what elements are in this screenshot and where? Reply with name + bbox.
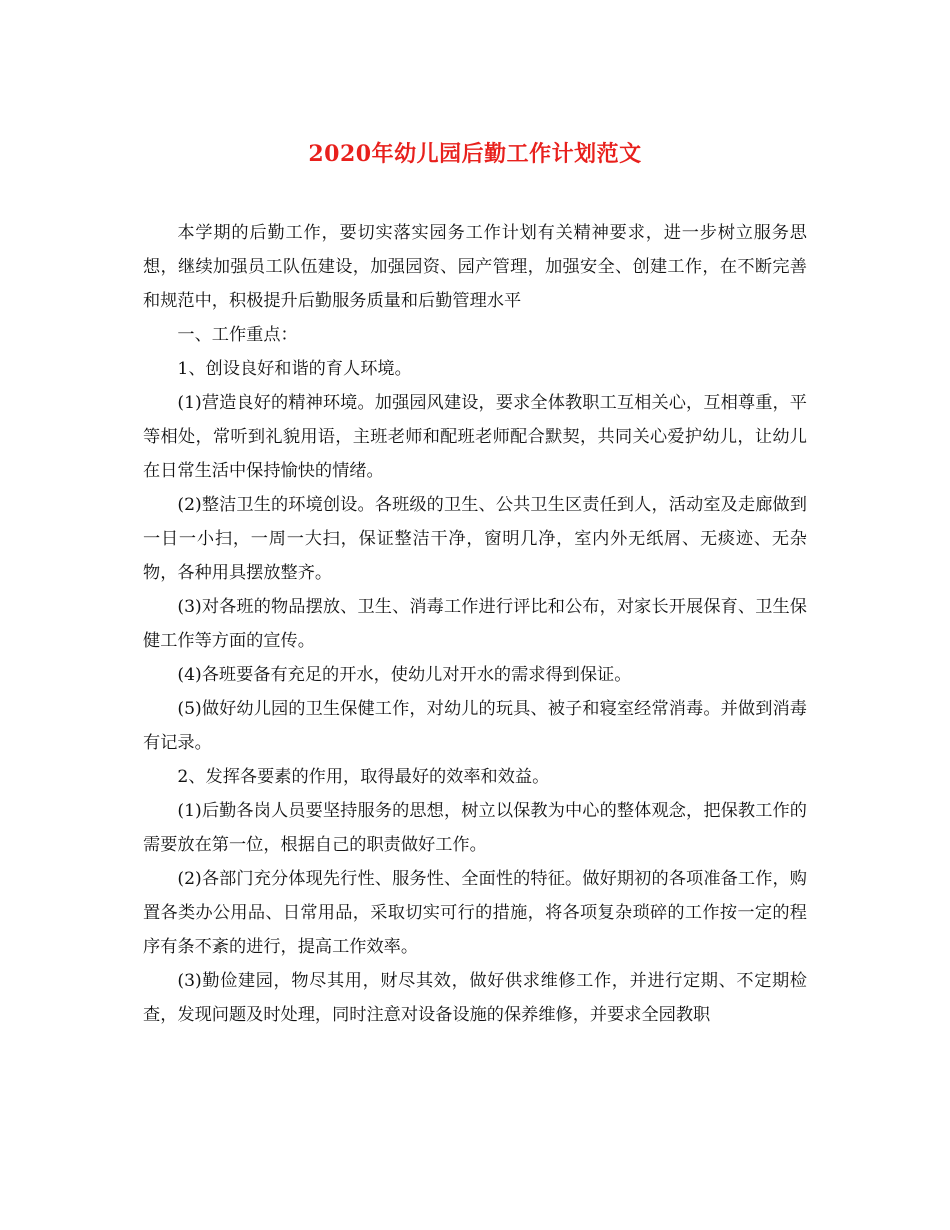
- document-title: 2020年幼儿园后勤工作计划范文: [308, 141, 642, 167]
- paragraph: (2)各部门充分体现先行性、服务性、全面性的特征。做好期初的各项准备工作，购置各类办公用品、日常用品，采取切实可行的措施，将各项复杂琐碎的工作按一定的程序有条不紊的进行，提高工作效率。: [143, 869, 807, 957]
- document-body: [143, 216, 807, 1032]
- paragraph: 本学期的后勤工作，要切实落实园务工作计划有关精神要求，进一步树立服务思想，继续加强员工队伍建设，加强园资、园产管理，加强安全、创建工作，在不断完善和规范中，积极提升后勤服务质量和后勤管理水平: [143, 223, 807, 311]
- paragraph: (4)各班要备有充足的开水，使幼儿对开水的需求得到保证。: [177, 665, 632, 685]
- paragraph: (1)后勤各岗人员要坚持服务的思想，树立以保教为中心的整体观念，把保教工作的需要放在第一位，根据自己的职责做好工作。: [143, 801, 807, 855]
- paragraph: (3)对各班的物品摆放、卫生、消毒工作进行评比和公布，对家长开展保育、卫生保健工作等方面的宣传。: [143, 597, 807, 651]
- paragraph: (1)营造良好的精神环境。加强园风建设，要求全体教职工互相关心，互相尊重，平等相处，常听到礼貌用语，主班老师和配班老师配合默契，共同关心爱护幼儿，让幼儿在日常生活中保持愉快的情绪。: [143, 393, 807, 481]
- paragraph: (3)勤俭建园，物尽其用，财尽其效，做好供求维修工作，并进行定期、不定期检查，发现问题及时处理，同时注意对设备设施的保养维修，并要求全园教职: [143, 971, 807, 1025]
- subsection-heading: 2、发挥各要素的作用，取得最好的效率和效益。: [177, 767, 550, 787]
- paragraph: (5)做好幼儿园的卫生保健工作，对幼儿的玩具、被子和寝室经常消毒。并做到消毒有记录。: [143, 699, 807, 753]
- subsection-heading: 1、创设良好和谐的育人环境。: [177, 359, 412, 379]
- section-heading: 一、工作重点：: [177, 325, 298, 345]
- paragraph: (2)整洁卫生的环境创设。各班级的卫生、公共卫生区责任到人，活动室及走廊做到一日一小扫，一周一大扫，保证整洁干净，窗明几净，室内外无纸屑、无痰迹、无杂物，各种用具摆放整齐。: [143, 495, 807, 583]
